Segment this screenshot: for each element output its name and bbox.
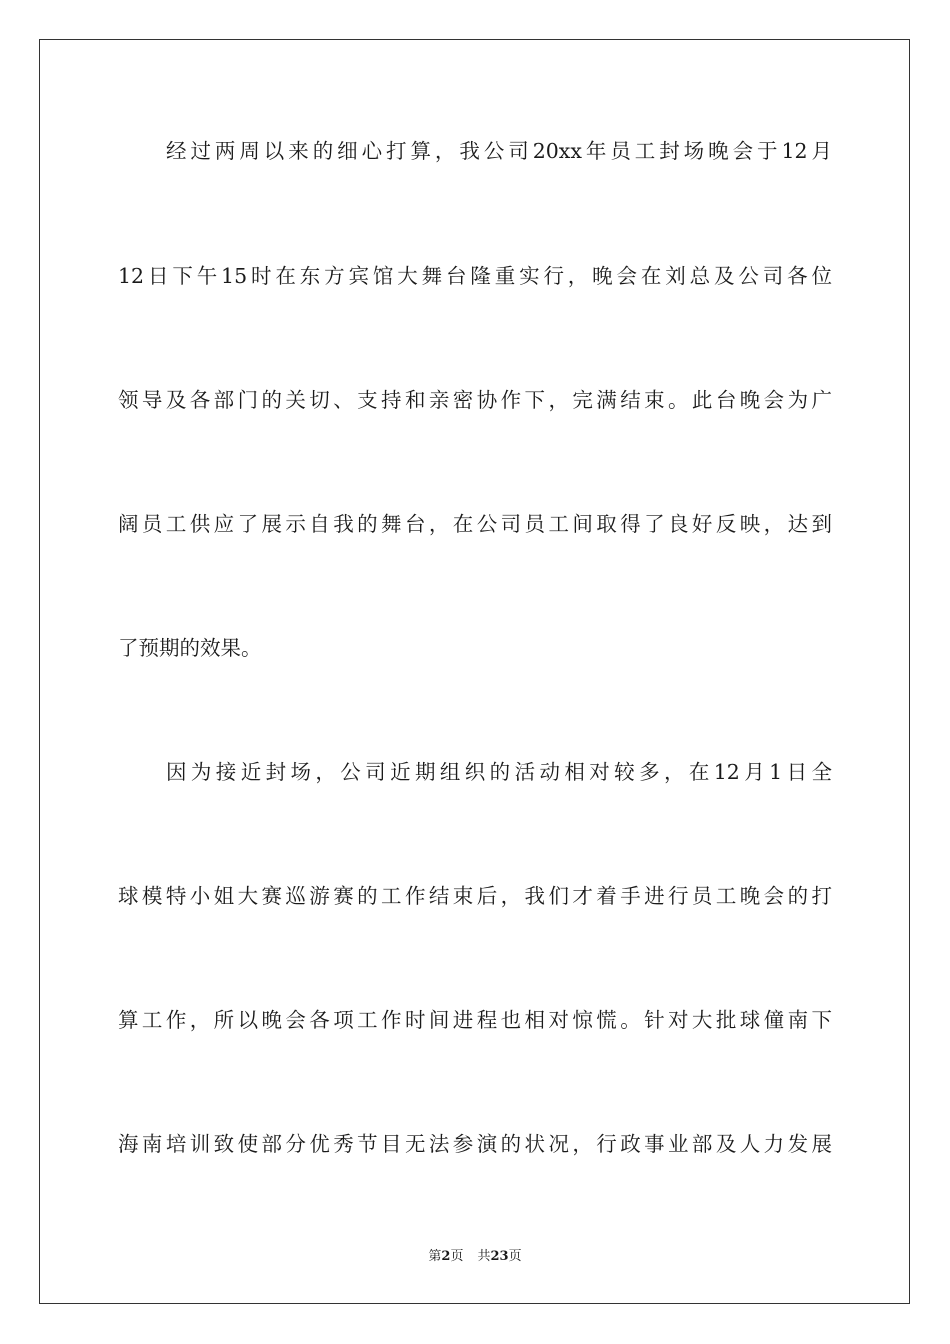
paragraph-1-line-1: 经过两周以来的细心打算，我公司20xx年员工封场晚会于12月 <box>166 139 832 163</box>
paragraph-2-line-2: 球模特小姐大赛巡游赛的工作结束后，我们才着手进行员工晚会的打 <box>118 884 832 908</box>
paragraph-2-line-4: 海南培训致使部分优秀节目无法参演的状况，行政事业部及人力发展 <box>118 1132 832 1156</box>
page-footer <box>0 1248 950 1266</box>
total-pages: 23 <box>490 1249 509 1264</box>
page-prefix: 第 <box>428 1249 442 1264</box>
paragraph-2-line-1: 因为接近封场，公司近期组织的活动相对较多，在12月1日全 <box>166 760 832 784</box>
page-border <box>39 39 910 1304</box>
paragraph-2-line-3: 算工作，所以晚会各项工作时间进程也相对惊慌。针对大批球僮南下 <box>118 1008 832 1032</box>
total-suffix: 页 <box>508 1249 522 1264</box>
paragraph-1-line-2: 12日下午15时在东方宾馆大舞台隆重实行，晚会在刘总及公司各位 <box>118 264 832 288</box>
page-suffix: 页 <box>450 1249 464 1264</box>
paragraph-1-line-3: 领导及各部门的关切、支持和亲密协作下，完满结束。此台晚会为广 <box>118 388 832 412</box>
total-prefix: 共 <box>477 1249 491 1264</box>
paragraph-1-line-5: 了预期的效果。 <box>118 636 262 660</box>
paragraph-1-line-4: 阔员工供应了展示自我的舞台，在公司员工间取得了良好反映，达到 <box>118 512 832 536</box>
page-number: 2 <box>441 1249 451 1264</box>
